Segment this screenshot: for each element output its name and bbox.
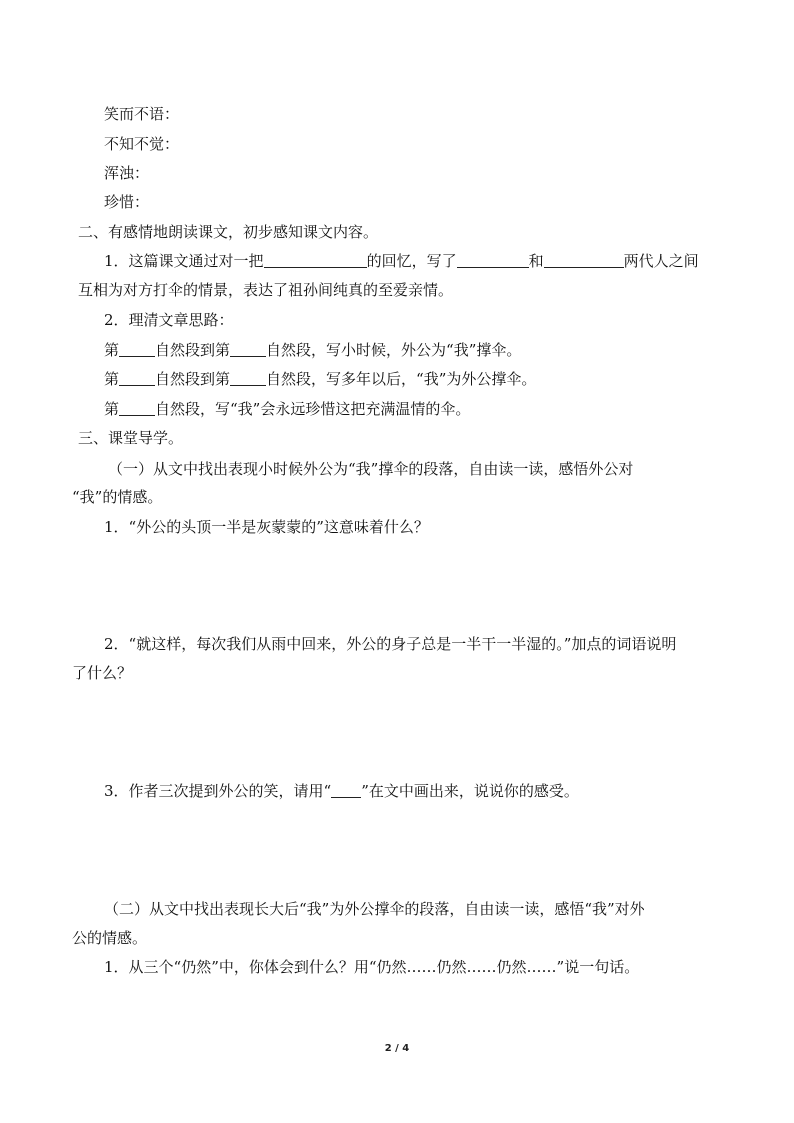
outline-text: 自然段到第 (155, 341, 231, 359)
part-intro-continuation: 公的情感。 (72, 929, 148, 947)
outline-text: 自然段，写多年以后，“我”为外公撑伞。 (266, 370, 537, 388)
outline-text: 自然段，写小时候，外公为“我”撑伞。 (266, 341, 522, 359)
outline-text: 第 (104, 341, 120, 359)
outline-text: 第 (104, 400, 120, 418)
vocab-item: 浑浊： (104, 164, 150, 182)
question-line (104, 781, 579, 801)
fill-blank[interactable] (230, 370, 266, 386)
outline-row (104, 399, 470, 419)
question-text: 3．作者三次提到外公的笑，请用“ (104, 782, 332, 800)
vocab-item: 珍惜： (104, 193, 150, 211)
section-heading: 二、有感情地朗读课文，初步感知课文内容。 (78, 223, 379, 241)
outline-row (104, 340, 521, 360)
question-text: ”在文中画出来，说说你的感受。 (361, 782, 579, 800)
fill-blank[interactable] (119, 341, 155, 357)
question-continuation: 互相为对方打伞的情景，表达了祖孙间纯真的至爱亲情。 (78, 281, 454, 299)
part-intro-continuation: “我”的情感。 (72, 488, 163, 506)
page-number: 2 / 4 (384, 1043, 410, 1054)
vocab-item: 不知不觉： (104, 135, 180, 153)
part-intro: （一）从文中找出表现小时候外公为“我”撑伞的段落，自由读一读，感悟外公对 (108, 460, 634, 478)
question-label: 2．理清文章思路： (104, 311, 234, 329)
fill-blank[interactable] (264, 252, 367, 268)
fill-blank[interactable] (119, 400, 155, 416)
question-line: 2．“就这样，每次我们从雨中回来，外公的身子总是一半干一半湿的。”加点的词语说明 (104, 635, 677, 653)
underline-sample (331, 782, 361, 798)
fill-blank[interactable] (457, 252, 529, 268)
outline-text: 自然段，写“我”会永远珍惜这把充满温情的伞。 (155, 400, 471, 418)
part-intro: （二）从文中找出表现长大后“我”为外公撑伞的段落，自由读一读，感悟“我”对外 (104, 900, 645, 918)
question-text: 两代人之间 (623, 252, 699, 270)
question-line: 1．从三个“仍然”中，你体会到什么？用“仍然……仍然……仍然……”说一句话。 (104, 958, 640, 976)
fill-blank[interactable] (119, 370, 155, 386)
question-number: 1． (104, 252, 129, 270)
outline-row (104, 369, 536, 389)
question-line (104, 251, 699, 271)
question-text: 的回忆，写了 (366, 252, 457, 270)
fill-blank[interactable] (544, 252, 624, 268)
fill-blank[interactable] (230, 341, 266, 357)
question-line: 1．“外公的头顶一半是灰蒙蒙的”这意味着什么？ (104, 518, 429, 536)
question-continuation: 了什么？ (72, 664, 133, 682)
question-text: 这篇课文通过对一把 (128, 252, 264, 270)
outline-text: 自然段到第 (155, 370, 231, 388)
vocab-item: 笑而不语： (104, 105, 180, 123)
question-text: 和 (528, 252, 544, 270)
outline-text: 第 (104, 370, 120, 388)
section-heading: 三、课堂导学。 (78, 429, 184, 447)
